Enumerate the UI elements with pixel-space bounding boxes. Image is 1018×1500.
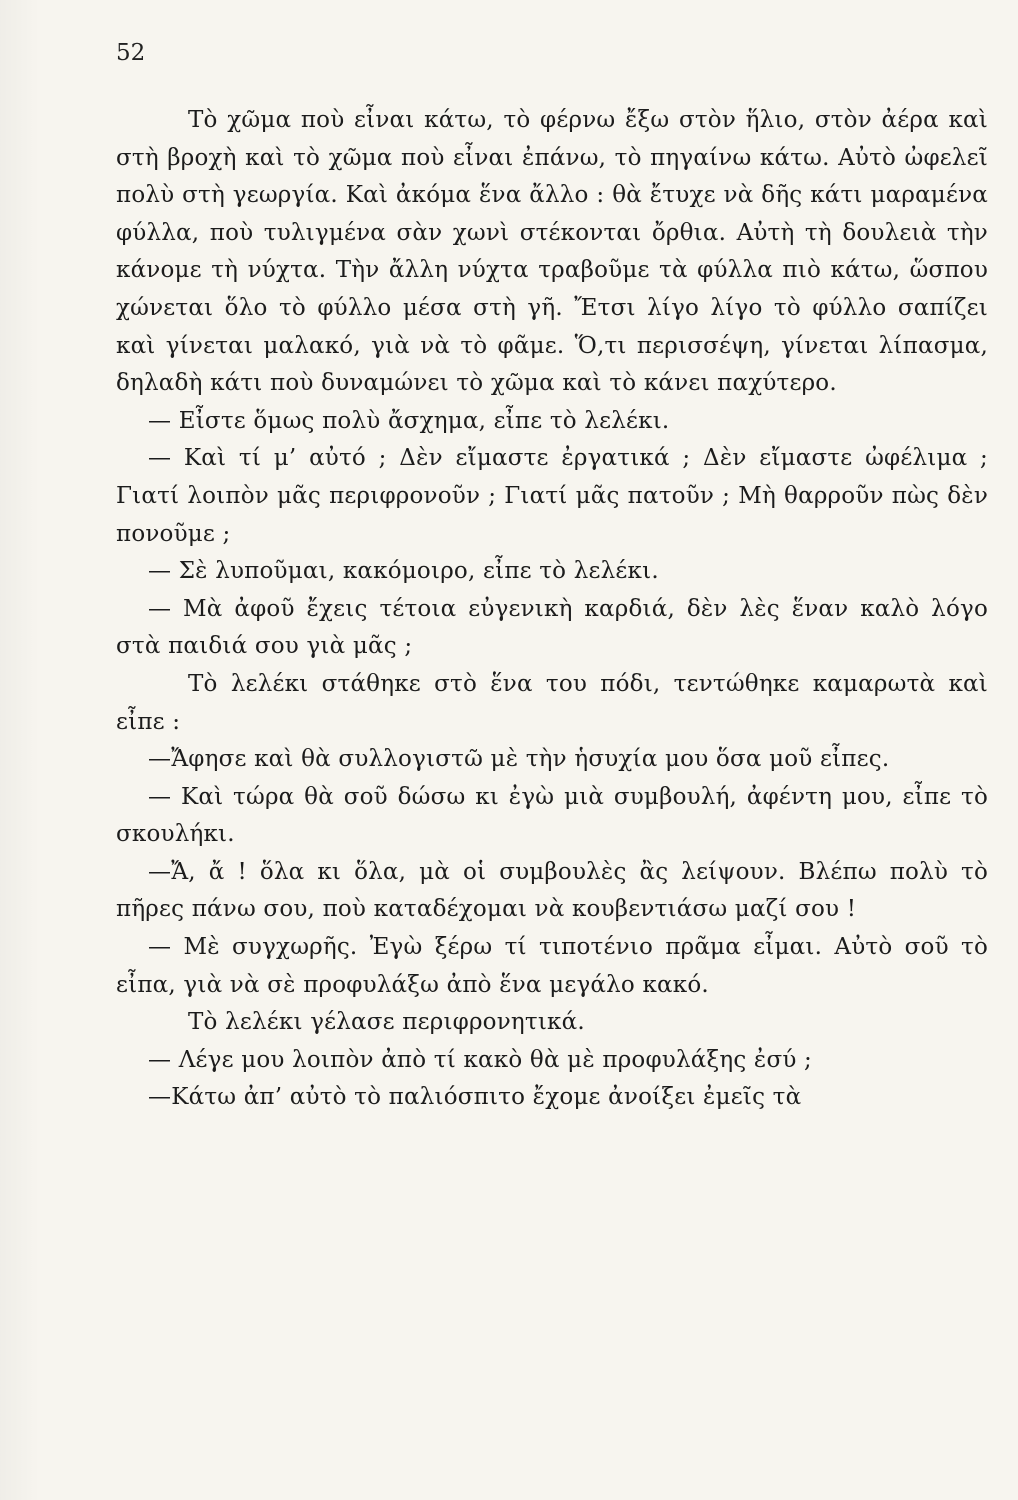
paragraph-6: Τὸ λελέκι στάθηκε στὸ ἕνα του πόδι, τεντώθηκε καμαρωτὰ καὶ εἶπε : xyxy=(116,670,988,735)
paragraph-9: —Ἄ, ἄ ! ὅλα κι ὅλα, μὰ οἱ συμβουλὲς ἂς λείψουν. Βλέπω πολὺ τὸ πῆρες πάνω σου, ποὺ καταδέχομαι νὰ κουβεντιάσω μαζί σου ! xyxy=(116,858,988,923)
paragraph-12: — Λέγε μου λοιπὸν ἀπὸ τί κακὸ θὰ μὲ προφυλάξης ἐσύ ; xyxy=(148,1046,812,1073)
body-text xyxy=(116,102,988,1117)
paragraph-8: — Καὶ τώρα θὰ σοῦ δώσω κι ἐγὼ μιὰ συμβουλή, ἀφέντη μου, εἶπε τὸ σκουλήκι. xyxy=(116,783,988,848)
paragraph-3: — Καὶ τί μ’ αὐτό ; Δὲν εἴμαστε ἐργατικά ; Δὲν εἴμαστε ὠφέλιμα ; Γιατί λοιπὸν μᾶς περιφρονοῦν ; Γιατί μᾶς πατοῦν ; Μὴ θαρροῦν πὼς δὲν πονοῦμε ; xyxy=(116,445,988,547)
paragraph-10: — Μὲ συγχωρῆς. Ἐγὼ ξέρω τί τιποτένιο πρᾶμα εἶμαι. Αὐτὸ σοῦ τὸ εἶπα, γιὰ νὰ σὲ προφυλάξω ἀπὸ ἕνα μεγάλο κακό. xyxy=(116,934,988,998)
paragraph-2: — Εἶστε ὅμως πολὺ ἄσχημα, εἶπε τὸ λελέκι. xyxy=(148,407,670,434)
paragraph-13: —Κάτω ἀπ’ αὐτὸ τὸ παλιόσπιτο ἔχομε ἀνοίξει ἐμεῖς τὰ xyxy=(148,1084,802,1111)
paragraph-7: —Ἄφησε καὶ θὰ συλλογιστῶ μὲ τὴν ἡσυχία μου ὅσα μοῦ εἶπες. xyxy=(148,746,890,773)
paragraph-5: — Μὰ ἀφοῦ ἔχεις τέτοια εὐγενικὴ καρδιά, δὲν λὲς ἕναν καλὸ λόγο στὰ παιδιά σου γιὰ μᾶς ; xyxy=(116,595,988,660)
paragraph-4: — Σὲ λυποῦμαι, κακόμοιρο, εἶπε τὸ λελέκι. xyxy=(148,558,659,585)
paragraph-1: Τὸ χῶμα ποὺ εἶναι κάτω, τὸ φέρνω ἔξω στὸν ἥλιο, στὸν ἀέρα καὶ στὴ βροχὴ καὶ τὸ χῶμα ποὺ εἶναι ἐπάνω, τὸ πηγαίνω κάτω. Αὐτὸ ὠφελεῖ πολὺ στὴ γεωργία. Καὶ ἀκόμα ἕνα ἄλλο : θὰ ἔτυχε νὰ δῆς κάτι μαραμένα φύλλα, ποὺ τυλιγμένα σὰν χωνὶ στέκονται ὄρθια. Αὐτὴ τὴ δουλειὰ τὴν κάνομε τὴ νύχτα. Τὴν ἄλλη νύχτα τραβοῦμε τὰ φύλλα πιὸ κάτω, ὥσπου χώνεται ὅλο τὸ φύλλο μέσα στὴ γῆ. Ἔτσι λίγο λίγο τὸ φύλλο σαπίζει καὶ γίνεται μαλακό, γιὰ νὰ τὸ φᾶμε. Ὅ,τι περισσέψη, γίνεται λίπασμα, δηλαδὴ κάτι ποὺ δυναμώνει τὸ χῶμα καὶ τὸ κάνει παχύτερο. xyxy=(116,107,988,397)
page-number: 52 xyxy=(116,40,146,66)
paragraph-11: Τὸ λελέκι γέλασε περιφρονητικά. xyxy=(188,1009,585,1036)
